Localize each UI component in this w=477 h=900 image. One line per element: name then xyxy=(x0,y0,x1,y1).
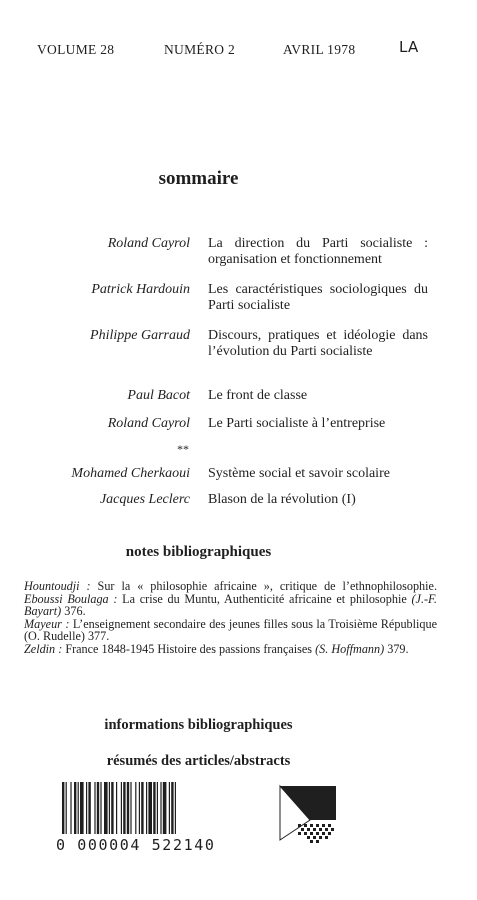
note-page: 376. xyxy=(61,604,86,619)
section-separator: ** xyxy=(177,442,189,456)
toc-author: Philippe Garraud xyxy=(90,328,190,343)
issue-number-label: NUMÉRO 2 xyxy=(164,42,236,57)
toc-entry[interactable] xyxy=(0,492,477,514)
note-author: Eboussi Boulaga : xyxy=(24,591,118,606)
note-page: 379. xyxy=(384,641,409,656)
volume-label: VOLUME 28 xyxy=(37,42,115,57)
notes-section-title: notes bibliographiques xyxy=(125,544,272,560)
toc-author: Jacques Leclerc xyxy=(99,492,190,507)
note-paragraph xyxy=(24,618,437,643)
note-paragraph xyxy=(24,580,437,618)
abstracts-section-title: résumés des articles/abstracts xyxy=(106,753,291,769)
toc-author: Roland Cayrol xyxy=(107,416,190,431)
toc-author: Patrick Hardouin xyxy=(91,282,190,297)
toc-entry[interactable] xyxy=(0,388,477,416)
note-paragraph xyxy=(24,643,437,656)
issue-date-label: AVRIL 1978 xyxy=(283,42,356,57)
note-reviewer: (S. Hoffmann) xyxy=(315,641,385,656)
note-author: Hountoudji : xyxy=(24,579,91,593)
toc-author: Mohamed Cherkaoui xyxy=(71,466,190,481)
toc-article-title: Système social et savoir scolaire xyxy=(208,466,390,481)
table-of-contents xyxy=(0,236,477,514)
issue-header xyxy=(37,38,457,62)
note-text: France 1848-1945 Histoire des passions françaises xyxy=(62,641,316,656)
toc-entry[interactable] xyxy=(0,236,477,282)
toc-article-title: Le Parti socialiste à l’entreprise xyxy=(208,416,386,431)
note-author: Zeldin : xyxy=(24,641,63,656)
info-section-title: informations bibliographiques xyxy=(104,717,293,733)
toc-entry[interactable] xyxy=(0,466,477,492)
note-text: L’enseignement secondaire des jeunes filles sous la Troisième République (O. Rudelle) 377. xyxy=(24,616,437,644)
toc-article-title: Discours, pratiques et idéologie dans l’évolution du Parti socialiste xyxy=(208,328,428,359)
publisher-logo-icon xyxy=(276,780,340,846)
note-text: La crise du Muntu, Authenticité africaine et philosophie xyxy=(117,591,412,606)
contents-title: sommaire xyxy=(158,168,239,189)
toc-article-title: Le front de classe xyxy=(208,388,308,403)
barcode-number: 0 000004 522140 xyxy=(56,836,216,854)
toc-entry[interactable] xyxy=(0,416,477,438)
note-reviewer: (J.-F. Bayart) xyxy=(24,591,437,619)
barcode-icon xyxy=(62,782,272,834)
handwritten-initials: LA xyxy=(399,38,419,56)
note-author: Mayeur : xyxy=(24,616,70,631)
toc-entry[interactable] xyxy=(0,328,477,388)
toc-author: Roland Cayrol xyxy=(107,236,190,251)
note-text: Sur la « philosophie africaine », critique de l’ethnophilosophie. xyxy=(90,579,437,593)
toc-author: Paul Bacot xyxy=(127,388,190,403)
toc-entry[interactable] xyxy=(0,282,477,328)
toc-article-title: Les caractéristiques sociologiques du Parti socialiste xyxy=(208,282,428,313)
toc-article-title: Blason de la révolution (I) xyxy=(208,492,356,507)
bibliographic-notes xyxy=(24,580,437,656)
toc-article-title: La direction du Parti socialiste : organisation et fonctionnement xyxy=(208,236,428,267)
